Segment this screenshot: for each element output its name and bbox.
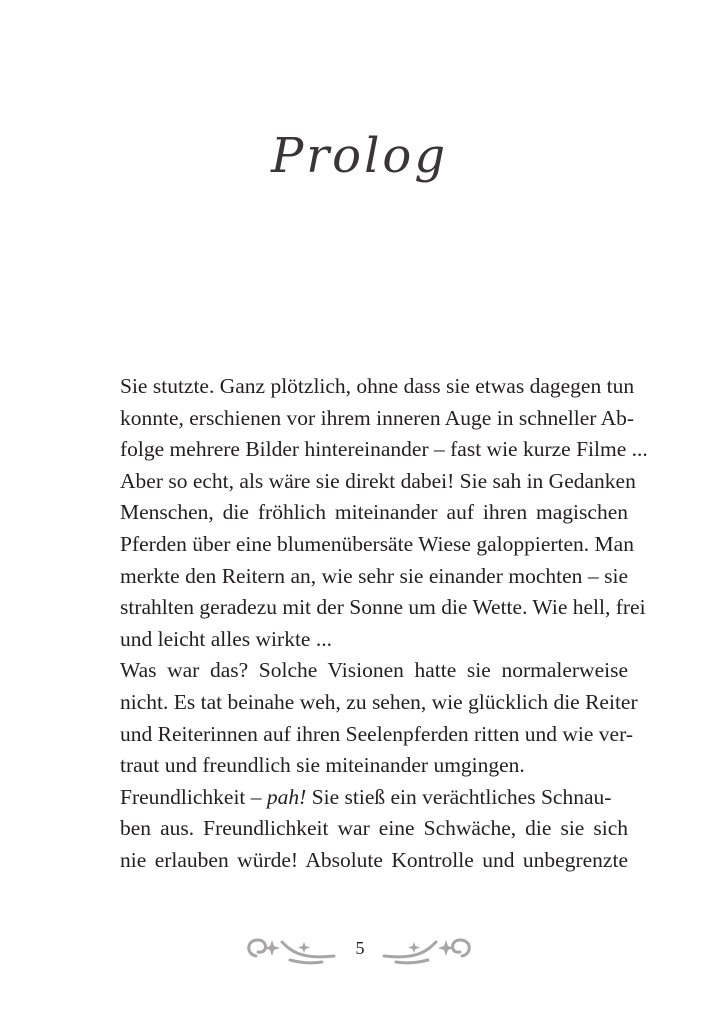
text-line: folge mehrere Bilder hintereinander – fast wie kurze Filme ... [120, 437, 648, 462]
flourish-ornament-icon [380, 930, 480, 970]
text-line-content: Sie stieß ein verächtliches Schnau- [311, 784, 612, 809]
text-line-content: Was war das? Solche Visionen hatte sie normalerweise [120, 658, 628, 683]
text-line: und Reiterinnen auf ihren Seelenpferden ritten und wie ver- [120, 721, 633, 746]
flourish-ornament-icon [238, 930, 338, 970]
text-line-content: Freundlichkeit – [120, 784, 262, 809]
text-line: Pferden über eine blumenübersäte Wiese galoppierten. Man [120, 531, 634, 556]
page-number: 5 [355, 938, 365, 958]
text-line: konnte, erschienen vor ihrem inneren Auge in schneller Ab- [120, 405, 635, 430]
text-line-indented [120, 782, 628, 814]
text-line: strahlten geradezu mit der Sonne um die Wette. Wie hell, frei [120, 595, 646, 620]
text-line: und leicht alles wirkte ... [120, 626, 332, 651]
text-line: Sie stutzte. Ganz plötzlich, ohne dass sie etwas dagegen tun [120, 374, 635, 398]
chapter-title: Prolog [270, 128, 449, 184]
text-line: nie erlauben würde! Absolute Kontrolle und unbegrenzte [120, 847, 628, 872]
body-text [120, 371, 648, 877]
text-line: merkte den Reitern an, wie sehr sie einander mochten – sie [120, 563, 628, 588]
text-line: nicht. Es tat beinahe weh, zu sehen, wie glücklich die Reiter [120, 689, 638, 714]
text-line: Aber so echt, als wäre sie direkt dabei! Sie sah in Gedanken [120, 468, 636, 493]
text-line-indented [120, 655, 628, 687]
text-line: ben aus. Freundlichkeit war eine Schwäche, die sie sich [120, 816, 628, 841]
text-line: Menschen, die fröhlich miteinander auf ihren magischen [120, 500, 628, 525]
emphasis-text: pah! [266, 784, 307, 809]
page-footer [0, 930, 719, 970]
text-line: traut und freundlich sie miteinander umgingen. [120, 753, 525, 778]
